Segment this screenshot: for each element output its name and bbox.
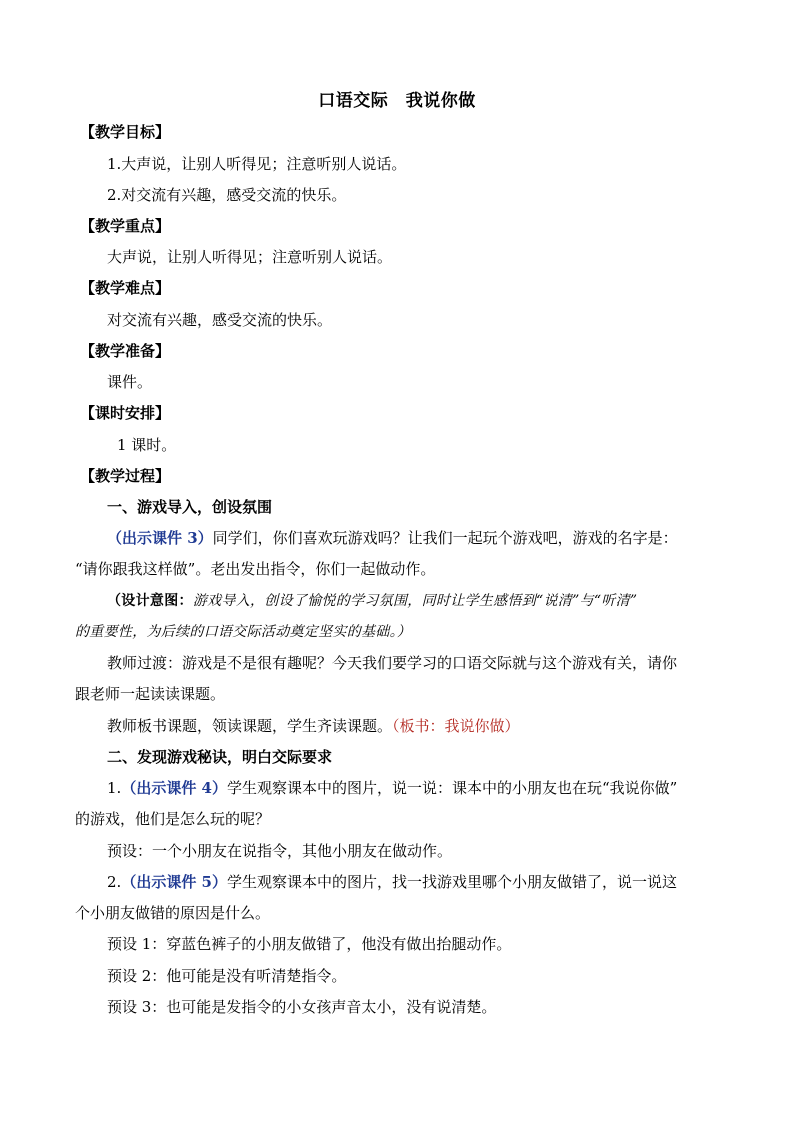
courseware-tag: （出示课件 4） xyxy=(121,779,227,797)
part1-heading: 一、游戏导入，创设氛围 xyxy=(107,498,273,516)
blackboard-line: 教师板书课题，领读课题，学生齐读课题。（板书：我说你做） xyxy=(107,717,520,735)
key-points-text: 大声说，让别人听得见；注意听别人说话。 xyxy=(107,248,393,266)
goal-item-1: 1.大声说，让别人听得见；注意听别人说话。 xyxy=(107,155,407,173)
part2-item-2: 2.（出示课件 5）学生观察课本中的图片，找一找游戏里哪个小朋友做错了，说一说这 xyxy=(107,873,677,891)
transition-line-2: 跟老师一起读读课题。 xyxy=(75,685,226,703)
part2-heading: 二、发现游戏秘诀，明白交际要求 xyxy=(107,748,333,766)
part2-item-1-cont: 的游戏，他们是怎么玩的呢？ xyxy=(75,810,271,828)
preset-2: 预设 2：他可能是没有听清楚指令。 xyxy=(107,967,347,985)
preparation-text: 课件。 xyxy=(107,373,153,391)
part2-item-2-cont: 个小朋友做错的原因是什么。 xyxy=(75,904,271,922)
key-points-heading: 【教学重点】 xyxy=(80,217,171,235)
goals-heading: 【教学目标】 xyxy=(80,123,171,141)
design-intent-label: （设计意图： xyxy=(107,593,193,609)
schedule-heading: 【课时安排】 xyxy=(80,404,171,422)
difficulties-heading: 【教学难点】 xyxy=(80,279,171,297)
design-intent-line-2: 的重要性，为后续的口语交际活动奠定坚实的基础。） xyxy=(75,624,412,640)
part2-item-1-preset: 预设：一个小朋友在说指令，其他小朋友在做动作。 xyxy=(107,842,453,860)
goal-item-2: 2.对交流有兴趣，感受交流的快乐。 xyxy=(107,186,347,204)
part2-item-1: 1.（出示课件 4）学生观察课本中的图片，说一说：课本中的小朋友也在玩“我说你做” xyxy=(107,779,678,797)
preset-3: 预设 3：也可能是发指令的小女孩声音太小，没有说清楚。 xyxy=(107,998,497,1016)
schedule-text: 1 课时。 xyxy=(117,436,177,454)
courseware-tag: （出示课件 3） xyxy=(107,529,213,547)
part1-paragraph-1-cont: “请你跟我这样做”。老出发出指令，你们一起做动作。 xyxy=(75,560,436,578)
difficulties-text: 对交流有兴趣，感受交流的快乐。 xyxy=(107,311,333,329)
preset-1: 预设 1：穿蓝色裤子的小朋友做错了，他没有做出抬腿动作。 xyxy=(107,935,512,953)
part1-paragraph-1: （出示课件 3）同学们，你们喜欢玩游戏吗？让我们一起玩个游戏吧，游戏的名字是： xyxy=(107,529,678,547)
process-heading: 【教学过程】 xyxy=(80,467,171,485)
courseware-tag: （出示课件 5） xyxy=(121,873,227,891)
page-title: 口语交际 我说你做 xyxy=(318,91,476,111)
preparation-heading: 【教学准备】 xyxy=(80,342,171,360)
design-intent-line-1: （设计意图：游戏导入，创设了愉悦的学习氛围，同时让学生感悟到“说清”与“听清” xyxy=(107,593,638,609)
transition-line-1: 教师过渡：游戏是不是很有趣呢？今天我们要学习的口语交际就与这个游戏有关，请你 xyxy=(107,654,678,672)
blackboard-tag: （板书：我说你做） xyxy=(392,717,520,735)
